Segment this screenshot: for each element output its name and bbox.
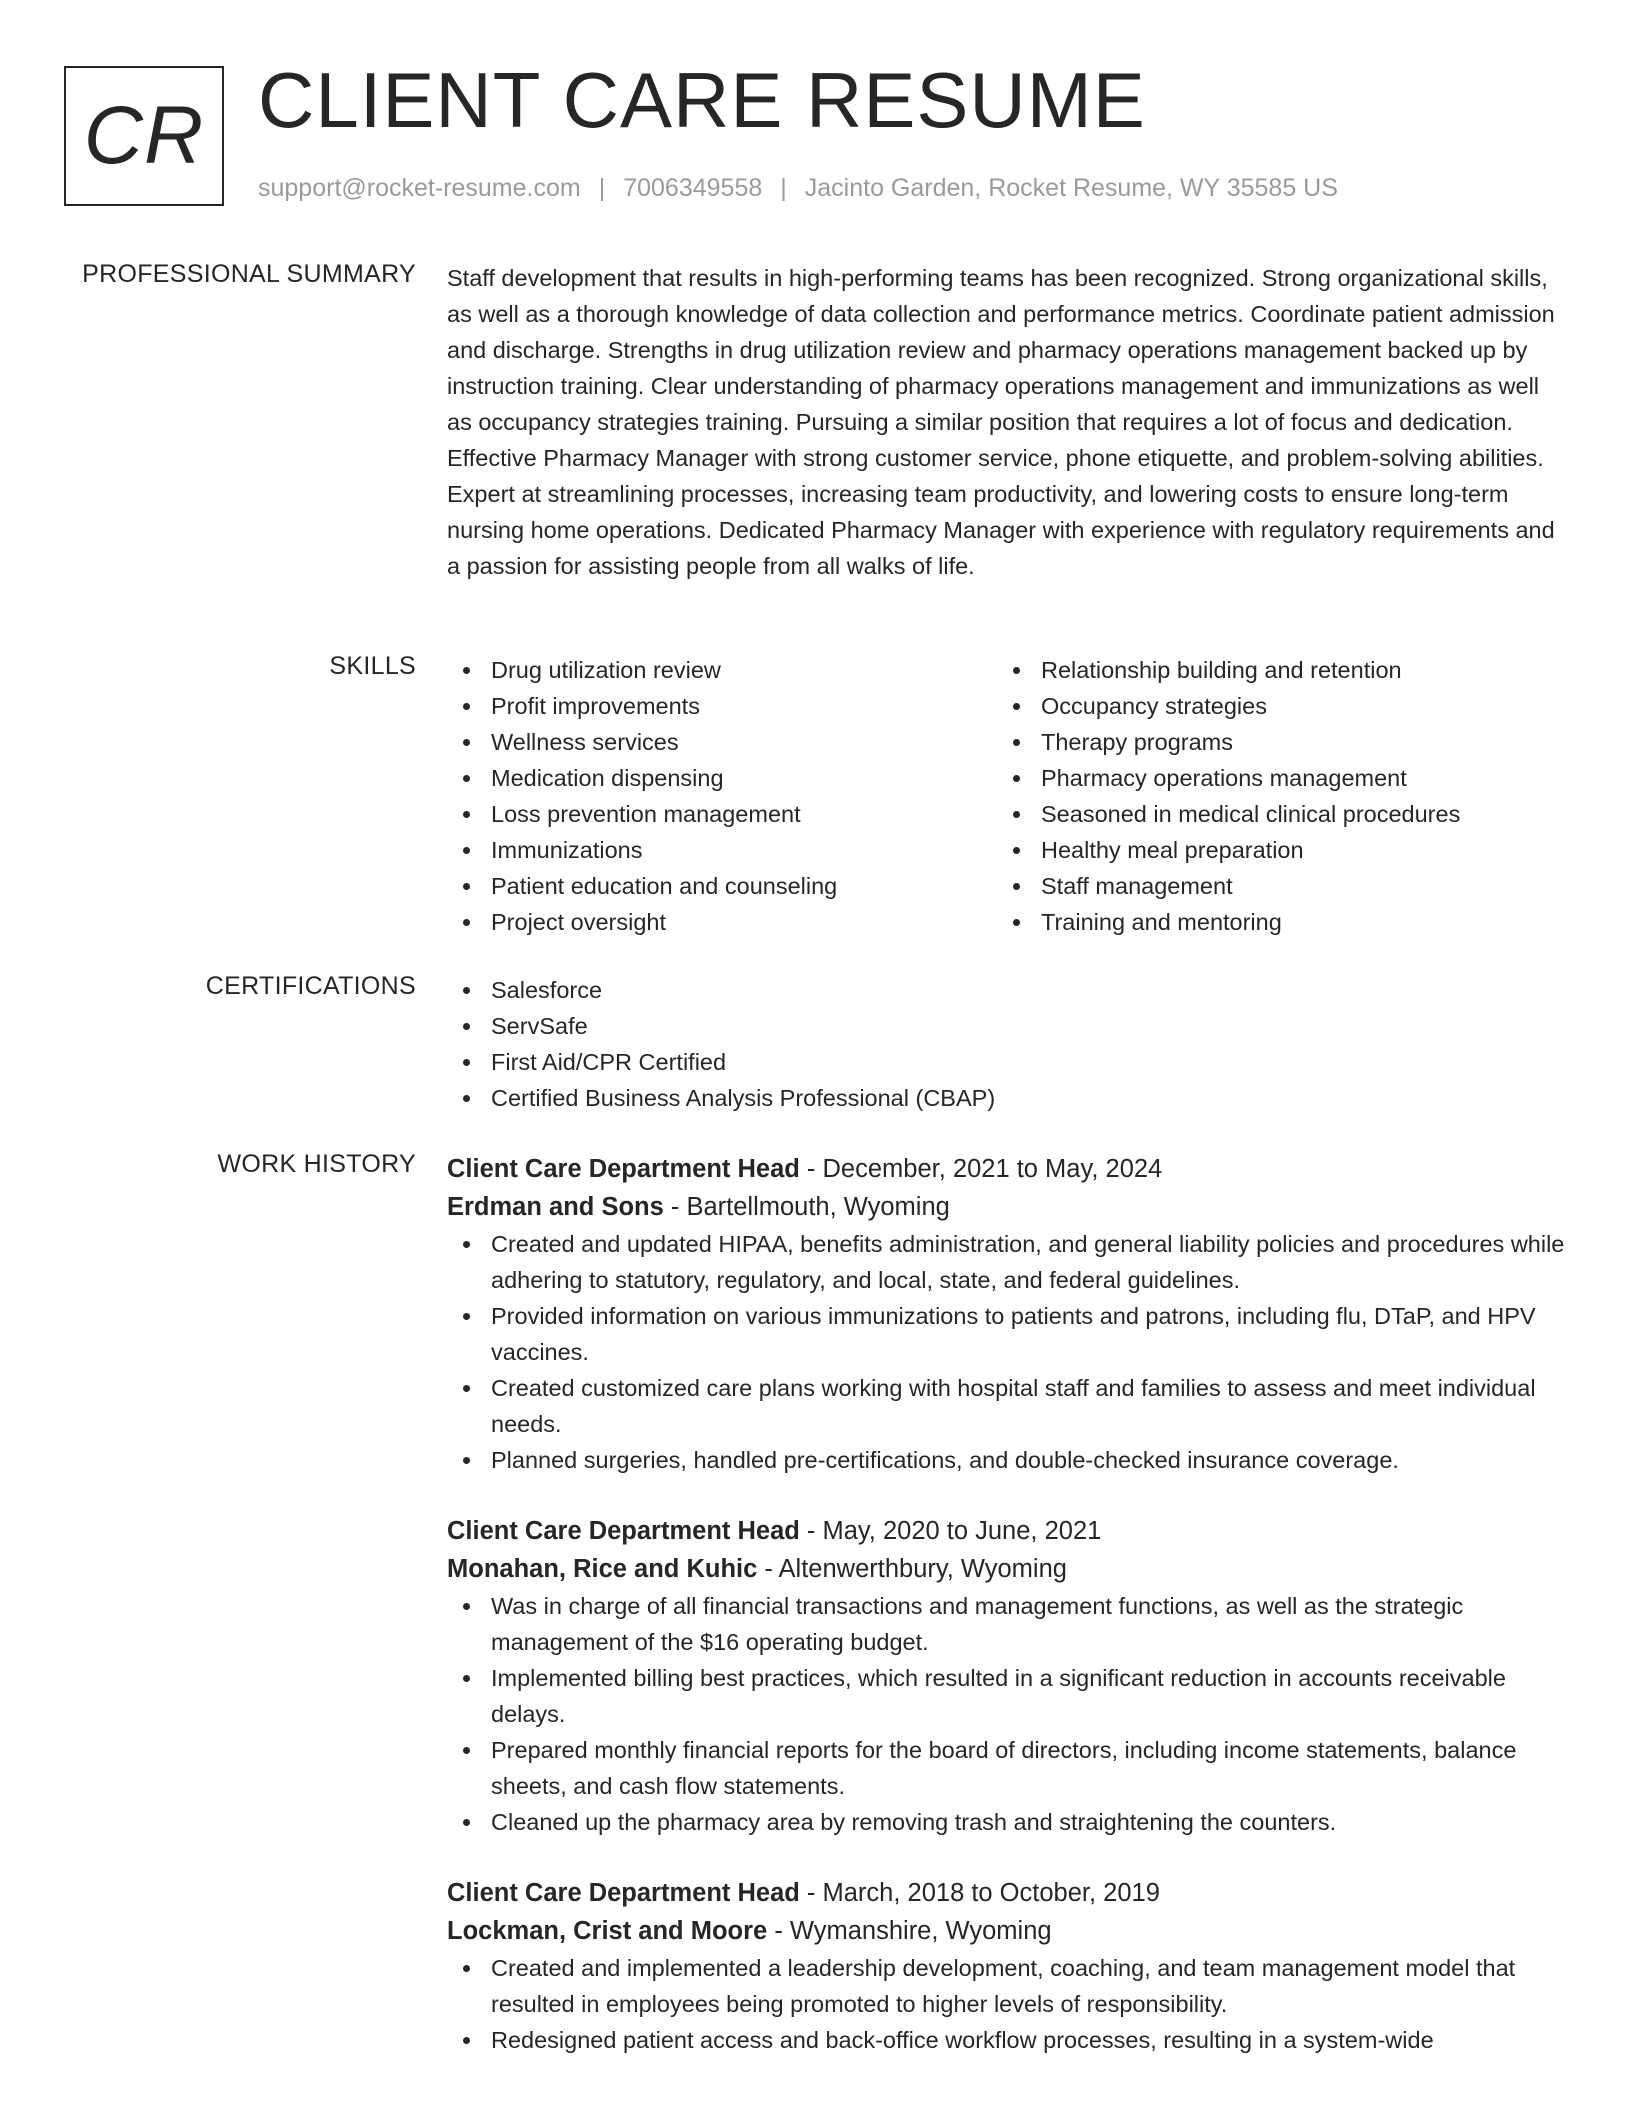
skill-item: Training and mentoring — [997, 904, 1547, 940]
certification-item: First Aid/CPR Certified — [447, 1044, 1567, 1080]
job-company: Monahan, Rice and Kuhic — [447, 1555, 758, 1583]
job-bullets — [447, 1950, 1567, 2058]
job-company: Lockman, Crist and Moore — [447, 1917, 768, 1945]
job-entry — [447, 1150, 1567, 1478]
summary-text: Staff development that results in high-performing teams has been recognized. Strong organizational skills, as well as a thorough knowledge of data collection and performance metrics. Coordinate patient admission and discharge. Strengths in drug utilization review and pharmacy operations management backed up by instruction training. Clear understanding of pharmacy operations management and immunizations as well as occupancy strategies training. Pursuing a similar position that requires a lot of focus and dedication. Effective Pharmacy Manager with strong customer service, phone etiquette, and problem-solving abilities. Expert at streamlining processes, increasing team productivity, and lowering costs to ensure long-term nursing home operations. Dedicated Pharmacy Manager with experience with regulatory requirements and a passion for assisting people from all walks of life. — [447, 265, 1555, 579]
job-bullet: Cleaned up the pharmacy area by removing trash and straightening the counters. — [447, 1804, 1567, 1840]
skill-item: Pharmacy operations management — [997, 760, 1547, 796]
contact-separator: | — [780, 174, 787, 202]
skills-list-left — [447, 652, 997, 940]
job-bullets — [447, 1588, 1567, 1840]
job-dates: - December, 2021 to May, 2024 — [799, 1155, 1163, 1183]
contact-phone: 7006349558 — [623, 174, 763, 202]
job-dates: - March, 2018 to October, 2019 — [799, 1879, 1160, 1907]
skill-item: Relationship building and retention — [997, 652, 1547, 688]
skill-item: Immunizations — [447, 832, 997, 868]
job-title-line — [447, 1512, 1567, 1550]
section-label-summary: PROFESSIONAL SUMMARY — [82, 260, 416, 288]
contact-line — [258, 174, 1338, 203]
skill-item: Profit improvements — [447, 688, 997, 724]
skill-item: Occupancy strategies — [997, 688, 1547, 724]
skills-column-right — [997, 652, 1547, 940]
job-entry — [447, 1874, 1567, 2058]
skill-item: Medication dispensing — [447, 760, 997, 796]
job-company-line — [447, 1188, 1567, 1226]
skill-item: Wellness services — [447, 724, 997, 760]
monogram-logo: CR — [64, 66, 224, 206]
certification-item: Salesforce — [447, 972, 1567, 1008]
skill-item: Seasoned in medical clinical procedures — [997, 796, 1547, 832]
job-company: Erdman and Sons — [447, 1193, 664, 1221]
certifications-list — [447, 972, 1567, 1116]
job-bullet: Created and implemented a leadership development, coaching, and team management model that resulted in employees being promoted to higher levels of responsibility. — [447, 1950, 1567, 2022]
job-title: Client Care Department Head — [447, 1879, 800, 1907]
skill-item: Project oversight — [447, 904, 997, 940]
job-title-line — [447, 1874, 1567, 1912]
job-bullets — [447, 1226, 1567, 1478]
certification-item: ServSafe — [447, 1008, 1567, 1044]
certifications-body — [447, 972, 1567, 1116]
job-location: - Bartellmouth, Wyoming — [663, 1193, 950, 1221]
certification-item: Certified Business Analysis Professional (CBAP) — [447, 1080, 1567, 1116]
job-company-line — [447, 1550, 1567, 1588]
skills-body — [447, 652, 1567, 940]
job-bullet: Redesigned patient access and back-office workflow processes, resulting in a system-wide — [447, 2022, 1567, 2058]
contact-email: support@rocket-resume.com — [258, 174, 581, 202]
skills-column-left — [447, 652, 997, 940]
skill-item: Drug utilization review — [447, 652, 997, 688]
contact-separator: | — [598, 174, 606, 202]
contact-address: Jacinto Garden, Rocket Resume, WY 35585 US — [804, 174, 1338, 202]
skill-item: Loss prevention management — [447, 796, 997, 832]
job-bullet: Was in charge of all financial transactions and management functions, as well as the strategic management of the $16 operating budget. — [447, 1588, 1567, 1660]
resume-title: CLIENT CARE RESUME — [258, 56, 1146, 144]
job-bullet: Created customized care plans working with hospital staff and families to assess and meet individual needs. — [447, 1370, 1567, 1442]
job-bullet: Provided information on various immunizations to patients and patrons, including flu, DTaP, and HPV vaccines. — [447, 1298, 1567, 1370]
job-title-line — [447, 1150, 1567, 1188]
job-company-line — [447, 1912, 1567, 1950]
job-dates: - May, 2020 to June, 2021 — [799, 1517, 1102, 1545]
job-title: Client Care Department Head — [447, 1155, 800, 1183]
job-bullet: Implemented billing best practices, which resulted in a significant reduction in accounts receivable delays. — [447, 1660, 1567, 1732]
job-bullet: Prepared monthly financial reports for the board of directors, including income statements, balance sheets, and cash flow statements. — [447, 1732, 1567, 1804]
section-label-work: WORK HISTORY — [217, 1150, 416, 1178]
job-location: - Altenwerthbury, Wyoming — [757, 1555, 1067, 1583]
skill-item: Therapy programs — [997, 724, 1547, 760]
section-label-skills: SKILLS — [329, 652, 416, 680]
job-bullet: Created and updated HIPAA, benefits administration, and general liability policies and procedures while adhering to statutory, regulatory, and local, state, and federal guidelines. — [447, 1226, 1567, 1298]
job-title: Client Care Department Head — [447, 1517, 800, 1545]
skill-item: Staff management — [997, 868, 1547, 904]
job-entry — [447, 1512, 1567, 1840]
skill-item: Healthy meal preparation — [997, 832, 1547, 868]
section-label-certifications: CERTIFICATIONS — [205, 972, 416, 1000]
skills-list-right — [997, 652, 1547, 940]
summary-body — [447, 260, 1567, 584]
job-location: - Wymanshire, Wyoming — [767, 1917, 1052, 1945]
job-bullet: Planned surgeries, handled pre-certifications, and double-checked insurance coverage. — [447, 1442, 1567, 1478]
skill-item: Patient education and counseling — [447, 868, 997, 904]
work-body — [447, 1150, 1567, 2092]
